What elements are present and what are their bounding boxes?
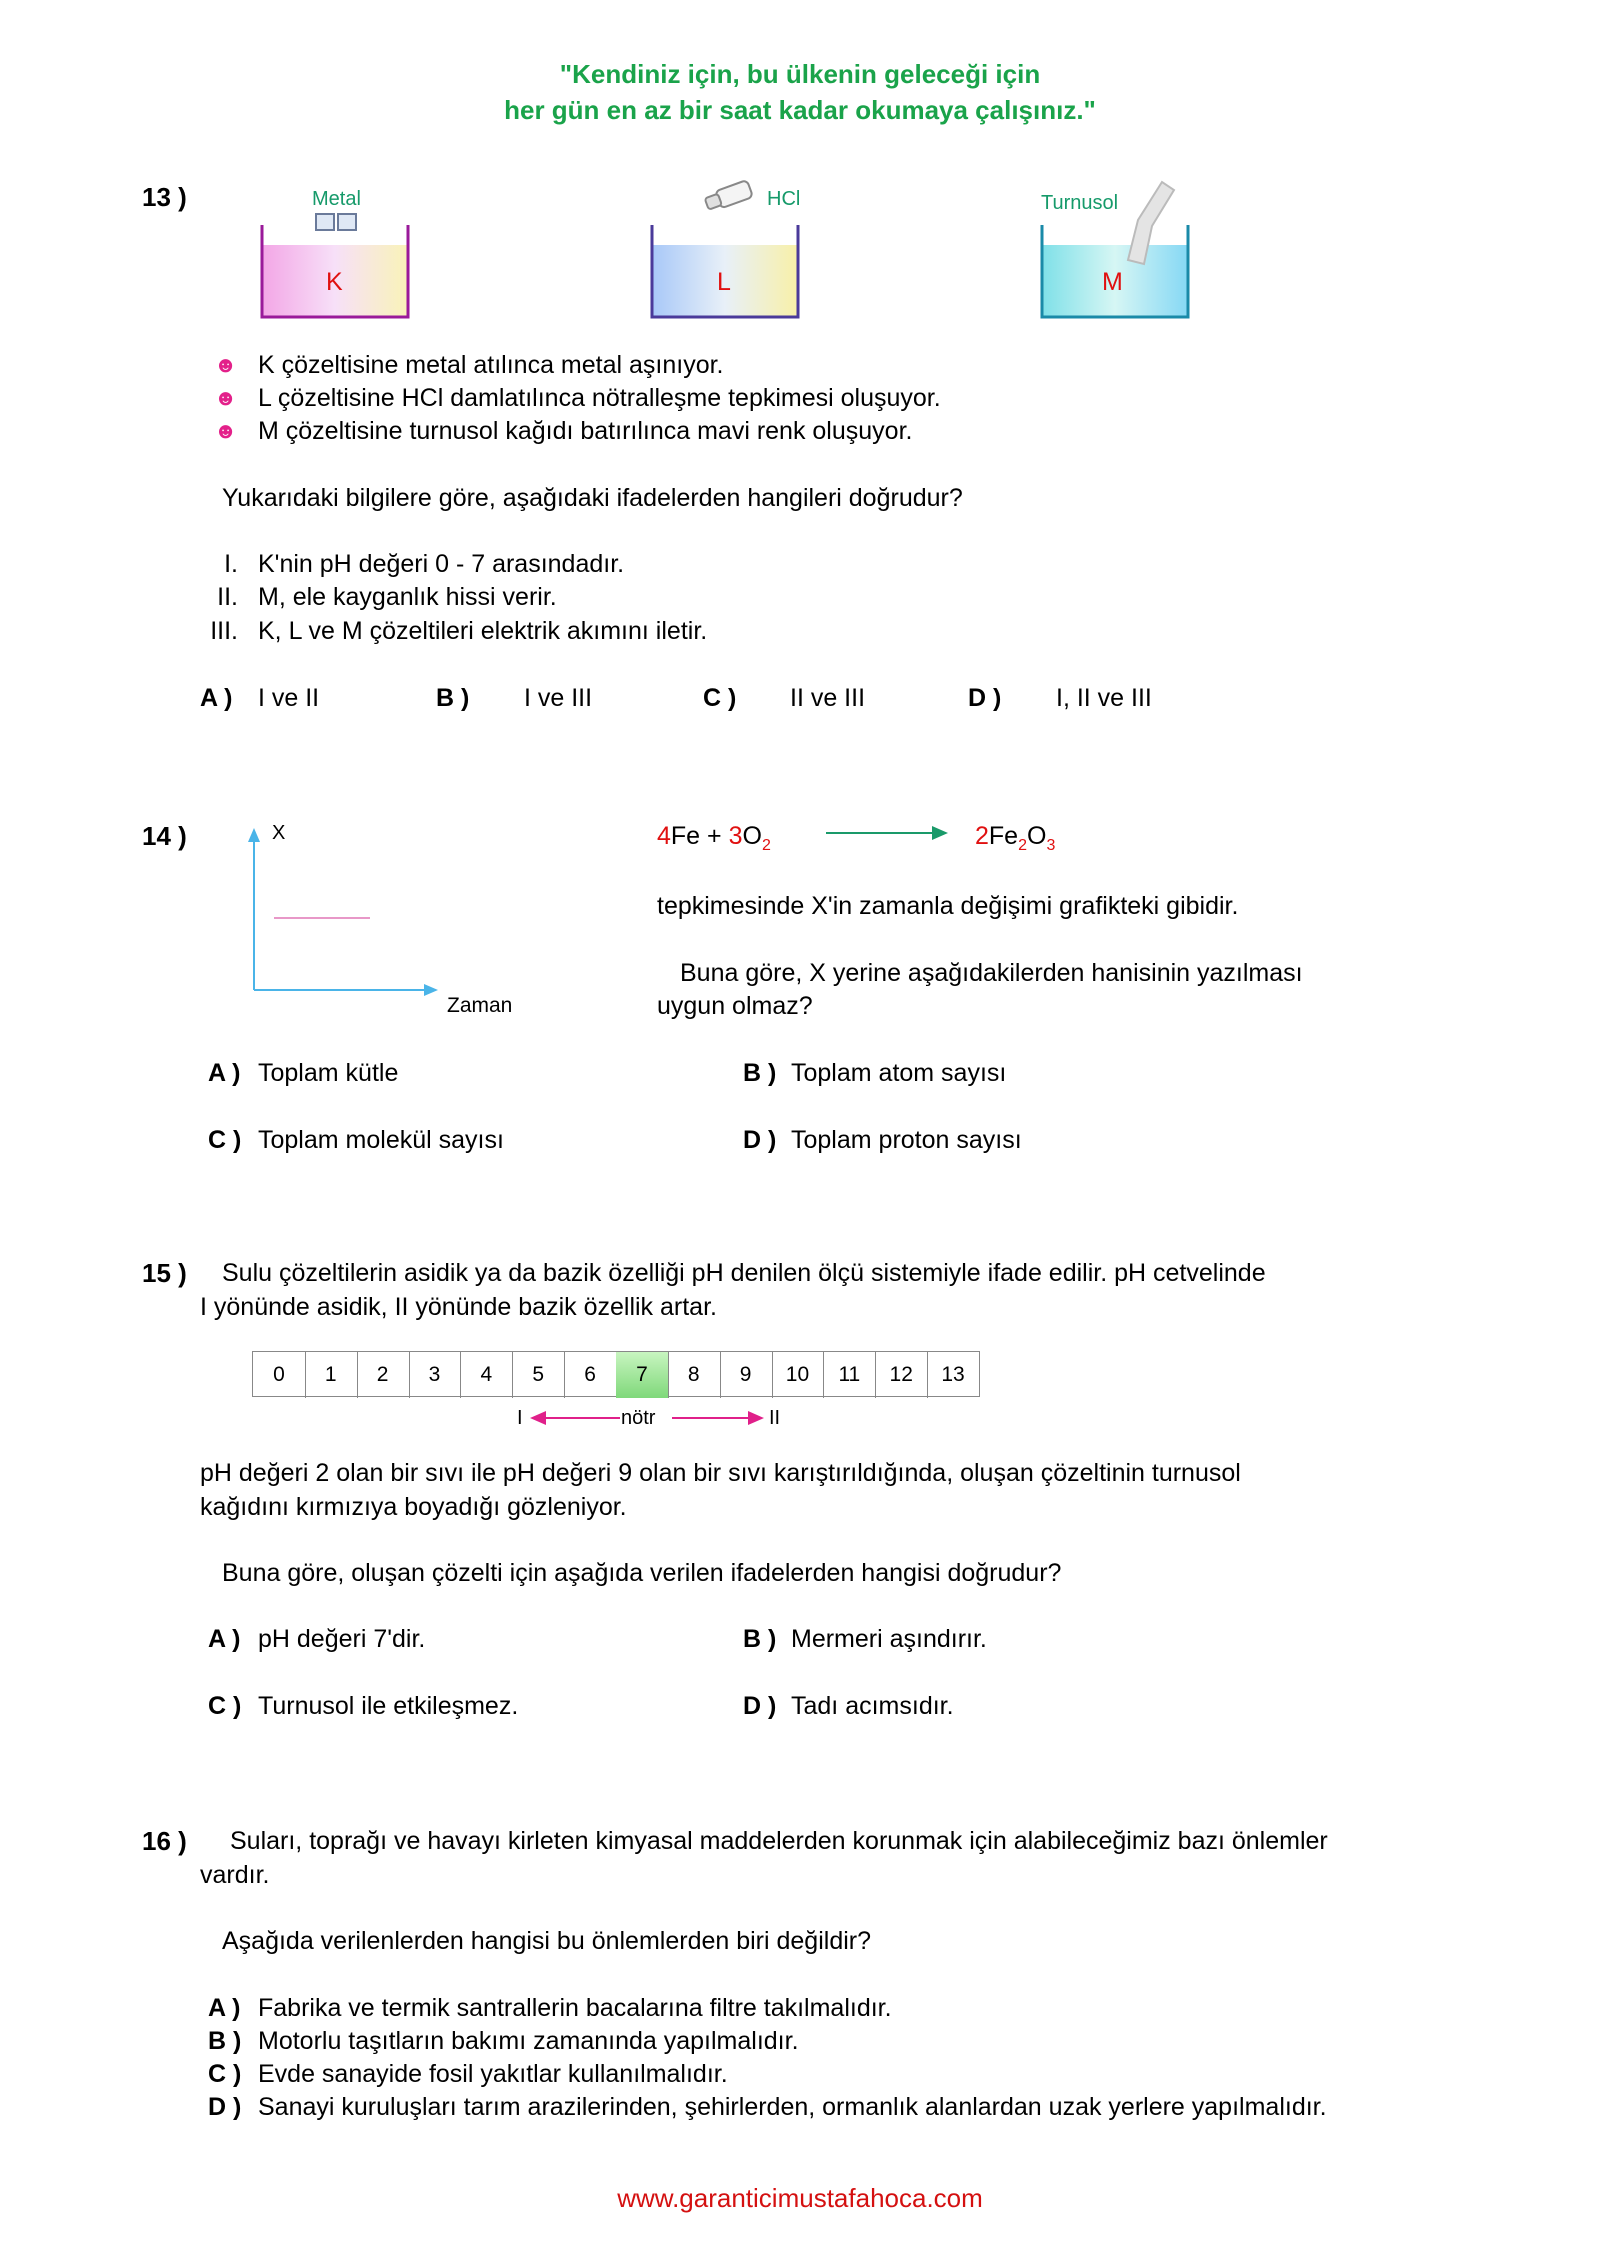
q15-option-c-letter[interactable]: C ) (208, 1692, 242, 1720)
statement-num: II. (217, 583, 238, 611)
q14-text-1: tepkimesinde X'in zamanla değişimi grafikteki gibidir. (657, 892, 1239, 920)
q16-option-a[interactable]: Fabrika ve termik santrallerin bacalarına filtre takılmalıdır. (258, 1994, 892, 2022)
q14-option-a[interactable]: Toplam kütle (258, 1059, 399, 1087)
smiley-icon: ☻ (214, 385, 238, 410)
footer-url[interactable]: www.garanticimustafahoca.com (617, 2183, 983, 2213)
q15-body-1: pH değeri 2 olan bir sıvı ile pH değeri 9 olan bir sıvı karıştırıldığında, oluşan çözeltinin turnusol (200, 1459, 1241, 1487)
q14-text-3: uygun olmaz? (657, 992, 813, 1020)
q14-option-b-letter[interactable]: B ) (743, 1059, 777, 1087)
q14-option-d[interactable]: Toplam proton sayısı (791, 1126, 1022, 1154)
q15-option-d[interactable]: Tadı acımsıdır. (791, 1692, 954, 1720)
q13-option-b-letter[interactable]: B ) (436, 684, 470, 712)
ph-scale (252, 1351, 980, 1397)
ph-cell: 12 (875, 1352, 928, 1398)
q15-option-d-letter[interactable]: D ) (743, 1692, 777, 1720)
graph-y-label: X (272, 822, 286, 844)
ph-cell: 11 (823, 1352, 876, 1398)
x-time-graph (240, 820, 450, 1010)
arrow-left-icon (530, 1411, 546, 1425)
statement-num: I. (224, 550, 238, 578)
beaker-m-label: Turnusol (1041, 192, 1119, 214)
q14-option-a-letter[interactable]: A ) (208, 1059, 241, 1087)
q15-intro-1: Sulu çözeltilerin asidik ya da bazik özelliği pH denilen ölçü sistemiyle ifade edilir. pH cetvelinde (222, 1259, 1266, 1287)
q15-option-c[interactable]: Turnusol ile etkileşmez. (258, 1692, 519, 1720)
reaction-arrow-icon (824, 823, 954, 843)
q13-bullet-1: K çözeltisine metal atılınca metal aşınıyor. (258, 351, 724, 379)
q15-body-2: kağıdını kırmızıya boyadığı gözleniyor. (200, 1493, 627, 1521)
q16-option-b[interactable]: Motorlu taşıtların bakımı zamanında yapılmalıdır. (258, 2027, 799, 2055)
ph-cell: 0 (253, 1352, 306, 1398)
reaction-products: $2Fe_2O_3$ (975, 822, 1056, 854)
q16-question: Aşağıda verilenlerden hangisi bu önlemlerden biri değildir? (222, 1927, 872, 1955)
q15-intro-2: I yönünde asidik, II yönünde bazik özellik artar. (200, 1293, 717, 1321)
ph-cell: 5 (512, 1352, 565, 1398)
ph-cell: 6 (564, 1352, 617, 1398)
ph-arrow-mid-label: nötr (621, 1407, 656, 1429)
q16-option-a-letter[interactable]: A ) (208, 1994, 241, 2022)
statement-text: K, L ve M çözeltileri elektrik akımını iletir. (258, 617, 708, 645)
ph-cell: 13 (941, 1363, 965, 1386)
ph-cell: 10 (772, 1352, 825, 1398)
q14-option-c-letter[interactable]: C ) (208, 1126, 242, 1154)
ph-arrow-left-label: I (517, 1407, 523, 1429)
y-axis-arrow-icon (248, 828, 260, 842)
dropper-icon (704, 180, 753, 213)
q16-option-b-letter[interactable]: B ) (208, 2027, 242, 2055)
question-number-13: 13 ) (142, 182, 187, 212)
smiley-icon: ☻ (214, 418, 238, 443)
q15-option-b[interactable]: Mermeri aşındırır. (791, 1625, 987, 1653)
ph-cell: 1 (305, 1352, 358, 1398)
q15-option-a[interactable]: pH değeri 7'dir. (258, 1625, 426, 1653)
x-axis-arrow-icon (424, 984, 438, 996)
q16-intro-1: Suları, toprağı ve havayı kirleten kimyasal maddelerden korunmak için alabileceğimiz bazı önlemler (230, 1827, 1328, 1855)
q16-option-c[interactable]: Evde sanayide fosil yakıtlar kullanılmalıdır. (258, 2060, 728, 2088)
beaker-m-letter: M (1102, 268, 1123, 296)
q13-option-d[interactable]: I, II ve III (1056, 684, 1152, 712)
ph-cell: 9 (720, 1352, 773, 1398)
q13-option-a-letter[interactable]: A ) (200, 684, 233, 712)
q13-bullet-3: M çözeltisine turnusol kağıdı batırılınca mavi renk oluşuyor. (258, 417, 913, 445)
beaker-l-letter: L (717, 268, 731, 296)
q13-question: Yukarıdaki bilgilere göre, aşağıdaki ifadelerden hangileri doğrudur? (222, 484, 963, 512)
q16-option-c-letter[interactable]: C ) (208, 2060, 242, 2088)
ph-cell: 2 (357, 1352, 410, 1398)
beaker-k-label: Metal (312, 188, 361, 210)
smiley-icon: ☻ (214, 352, 238, 377)
beakers-illustration (250, 160, 1210, 330)
motto-line-1: "Kendiniz için, bu ülkenin geleceği için (559, 59, 1041, 89)
q16-option-d-letter[interactable]: D ) (208, 2093, 242, 2121)
q14-option-d-letter[interactable]: D ) (743, 1126, 777, 1154)
ph-cell: 7 (616, 1352, 669, 1398)
ph-arrow-right-label: II (769, 1407, 781, 1429)
q16-option-d[interactable]: Sanayi kuruluşları tarım arazilerinden, şehirlerden, ormanlık alanlardan uzak yerlere yapılmalıdır. (258, 2093, 1327, 2121)
question-number-16: 16 ) (142, 1826, 187, 1856)
q13-bullet-2: L çözeltisine HCl damlatılınca nötralleşme tepkimesi oluşuyor. (258, 384, 941, 412)
metal-cube-icon (338, 214, 356, 230)
q15-option-a-letter[interactable]: A ) (208, 1625, 241, 1653)
ph-cell: 4 (460, 1352, 513, 1398)
question-number-15: 15 ) (142, 1258, 187, 1288)
reaction-reactants: $4Fe + 3O_2$ (657, 822, 771, 854)
beaker-k (262, 214, 408, 317)
arrow-right-icon (748, 1411, 764, 1425)
q14-text-2: Buna göre, X yerine aşağıdakilerden hanisinin yazılması (680, 959, 1303, 987)
beaker-k-letter: K (326, 268, 343, 296)
q15-question: Buna göre, oluşan çözelti için aşağıda verilen ifadelerden hangisi doğrudur? (222, 1559, 1062, 1587)
ph-cell: 8 (668, 1352, 721, 1398)
statement-num: III. (210, 617, 238, 645)
beaker-l-label: HCl (767, 188, 801, 210)
statement-text: M, ele kayganlık hissi verir. (258, 583, 557, 611)
metal-cube-icon (316, 214, 334, 230)
q16-intro-2: vardır. (200, 1861, 270, 1889)
ph-cell: 3 (409, 1352, 462, 1398)
q14-option-c[interactable]: Toplam molekül sayısı (258, 1126, 504, 1154)
q13-option-c-letter[interactable]: C ) (703, 684, 737, 712)
q15-option-b-letter[interactable]: B ) (743, 1625, 777, 1653)
q13-option-b[interactable]: I ve III (524, 684, 593, 712)
question-number-14: 14 ) (142, 821, 187, 851)
statement-text: K'nin pH değeri 0 - 7 arasındadır. (258, 550, 625, 578)
q13-option-a[interactable]: I ve II (258, 684, 320, 712)
q13-option-c[interactable]: II ve III (790, 684, 866, 712)
graph-x-label: Zaman (447, 994, 513, 1017)
motto-line-2: her gün en az bir saat kadar okumaya çalışınız." (504, 95, 1096, 125)
q13-option-d-letter[interactable]: D ) (968, 684, 1002, 712)
q14-option-b[interactable]: Toplam atom sayısı (791, 1059, 1007, 1087)
